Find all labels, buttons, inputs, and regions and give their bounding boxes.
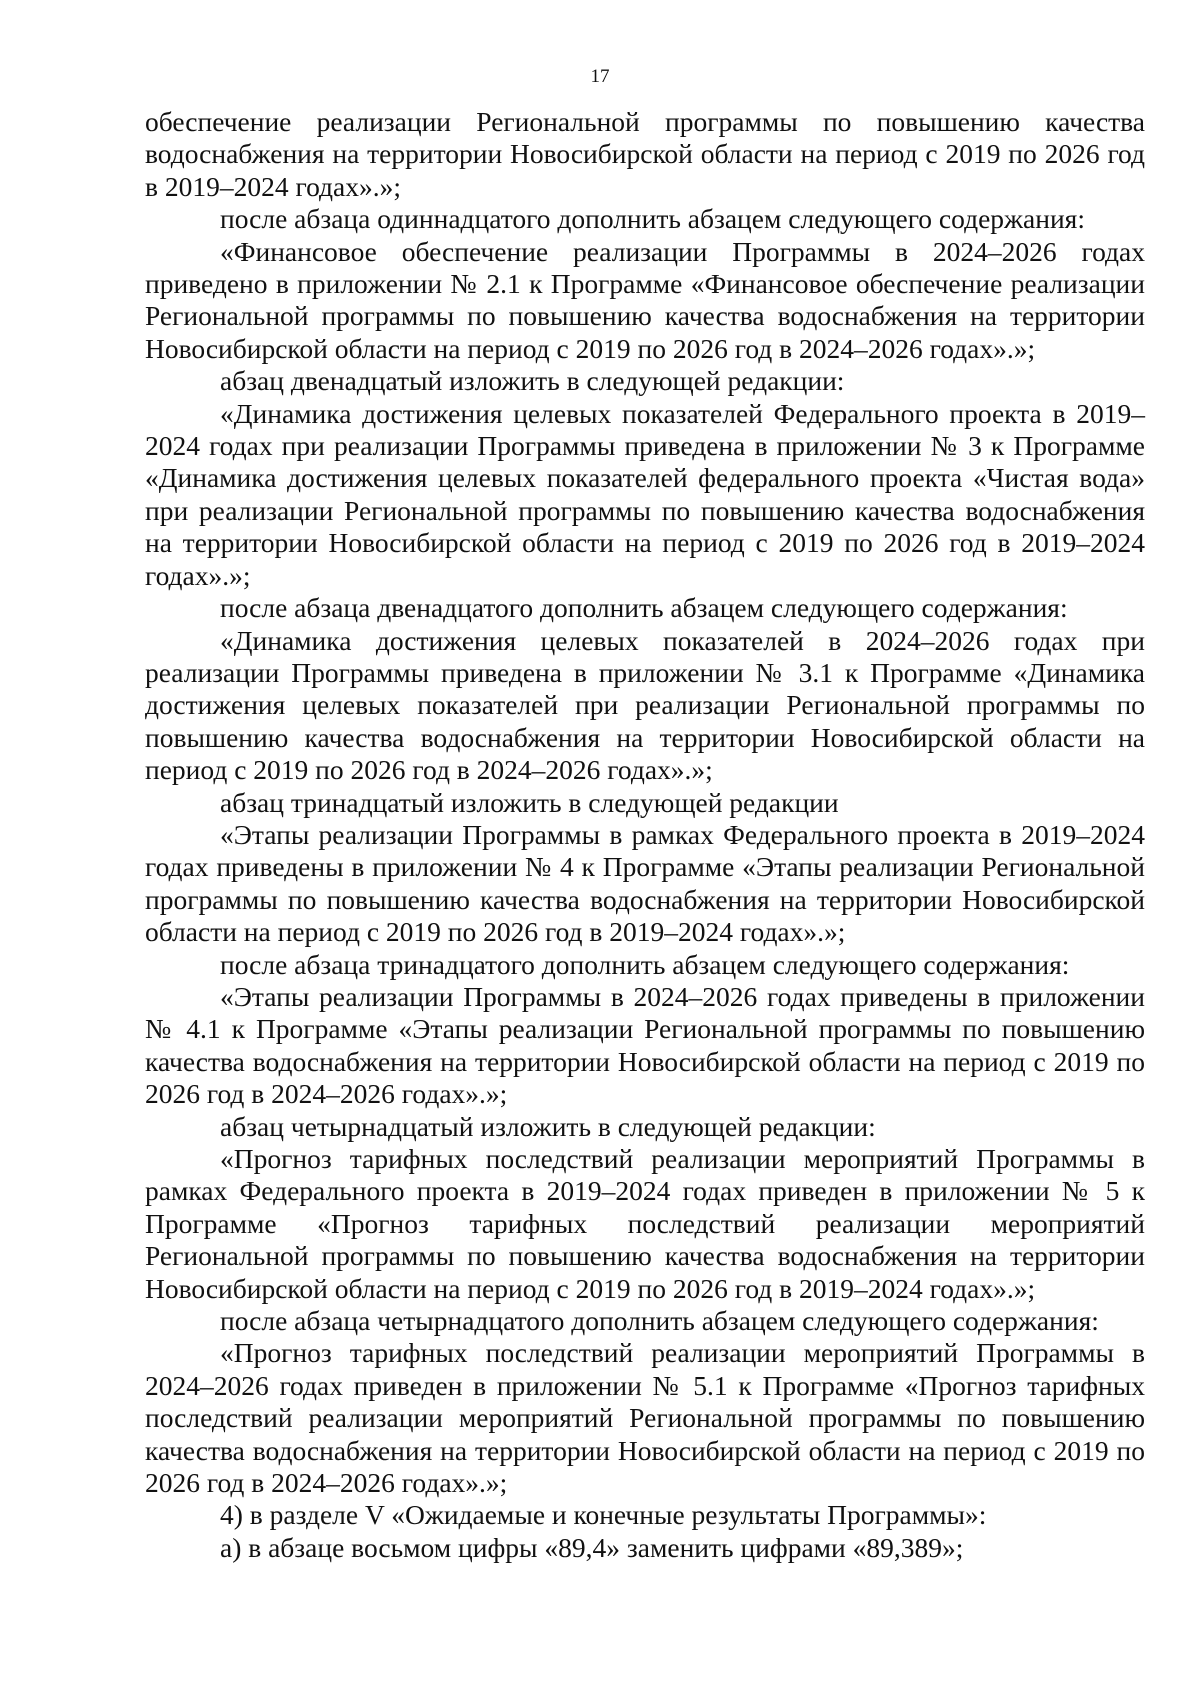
- paragraph-instruction: абзац тринадцатый изложить в следующей редакции: [220, 786, 839, 818]
- paragraph-instruction: после абзаца двенадцатого дополнить абзацем следующего содержания:: [220, 592, 1068, 624]
- paragraph-continuation: обеспечение реализации Региональной программы по повышению качества водоснабжения на территории Новосибирской области на период с 2019 по 2026 год в 2019–2024 годах».»;: [145, 106, 1145, 202]
- paragraph-instruction: абзац четырнадцатый изложить в следующей редакции:: [220, 1110, 876, 1142]
- paragraph-list-item: а) в абзаце восьмом цифры «89,4» заменить цифрами «89,389»;: [220, 1531, 964, 1563]
- document-body: [145, 106, 1145, 1564]
- paragraph-instruction: после абзаца тринадцатого дополнить абзацем следующего содержания:: [220, 948, 1070, 980]
- paragraph-instruction: после абзаца четырнадцатого дополнить абзацем следующего содержания:: [220, 1305, 1099, 1337]
- paragraph-quote: «Динамика достижения целевых показателей Федерального проекта в 2019–2024 годах при реализации Программы приведена в приложении № 3 к Программе «Динамика достижения целевых показателей федерального проекта «Чистая вода» при реализации Региональной программы по повышению качества водоснабжения на территории Новосибирской области на период с 2019 по 2026 год в 2019–2024 годах».»;: [145, 397, 1145, 591]
- paragraph-quote: «Динамика достижения целевых показателей в 2024–2026 годах при реализации Программы приведена в приложении № 3.1 к Программе «Динамика достижения целевых показателей при реализации Региональной программы по повышению качества водоснабжения на территории Новосибирской области на период с 2019 по 2026 год в 2024–2026 годах».»;: [145, 624, 1145, 786]
- paragraph-list-item: 4) в разделе V «Ожидаемые и конечные результаты Программы»:: [220, 1499, 987, 1531]
- paragraph-quote: «Прогноз тарифных последствий реализации мероприятий Программы в 2024–2026 годах приведен в приложении № 5.1 к Программе «Прогноз тарифных последствий реализации мероприятий Региональной программы по повышению качества водоснабжения на территории Новосибирской области на период с 2019 по 2026 год в 2024–2026 годах».»;: [145, 1337, 1145, 1499]
- paragraph-quote: «Прогноз тарифных последствий реализации мероприятий Программы в рамках Федерального проекта в 2019–2024 годах приведен в приложении № 5 к Программе «Прогноз тарифных последствий реализации мероприятий Региональной программы по повышению качества водоснабжения на территории Новосибирской области на период с 2019 по 2026 год в 2019–2024 годах».»;: [145, 1143, 1145, 1304]
- paragraph-instruction: после абзаца одиннадцатого дополнить абзацем следующего содержания:: [220, 203, 1085, 235]
- paragraph-quote: «Финансовое обеспечение реализации Программы в 2024–2026 годах приведено в приложении № 2.1 к Программе «Финансовое обеспечение реализации Региональной программы по повышению качества водоснабжения на территории Новосибирской области на период с 2019 по 2026 год в 2024–2026 годах».»;: [145, 235, 1145, 364]
- paragraph-quote: «Этапы реализации Программы в 2024–2026 годах приведены в приложении № 4.1 к Программе «Этапы реализации Региональной программы по повышению качества водоснабжения на территории Новосибирской области на период с 2019 по 2026 год в 2024–2026 годах».»;: [145, 980, 1145, 1110]
- paragraph-quote: «Этапы реализации Программы в рамках Федерального проекта в 2019–2024 годах приведены в приложении № 4 к Программе «Этапы реализации Региональной программы по повышению качества водоснабжения на территории Новосибирской области на период с 2019 по 2026 год в 2019–2024 годах».»;: [145, 818, 1145, 948]
- page-number: 17: [590, 66, 610, 87]
- paragraph-instruction: абзац двенадцатый изложить в следующей редакции:: [220, 365, 845, 397]
